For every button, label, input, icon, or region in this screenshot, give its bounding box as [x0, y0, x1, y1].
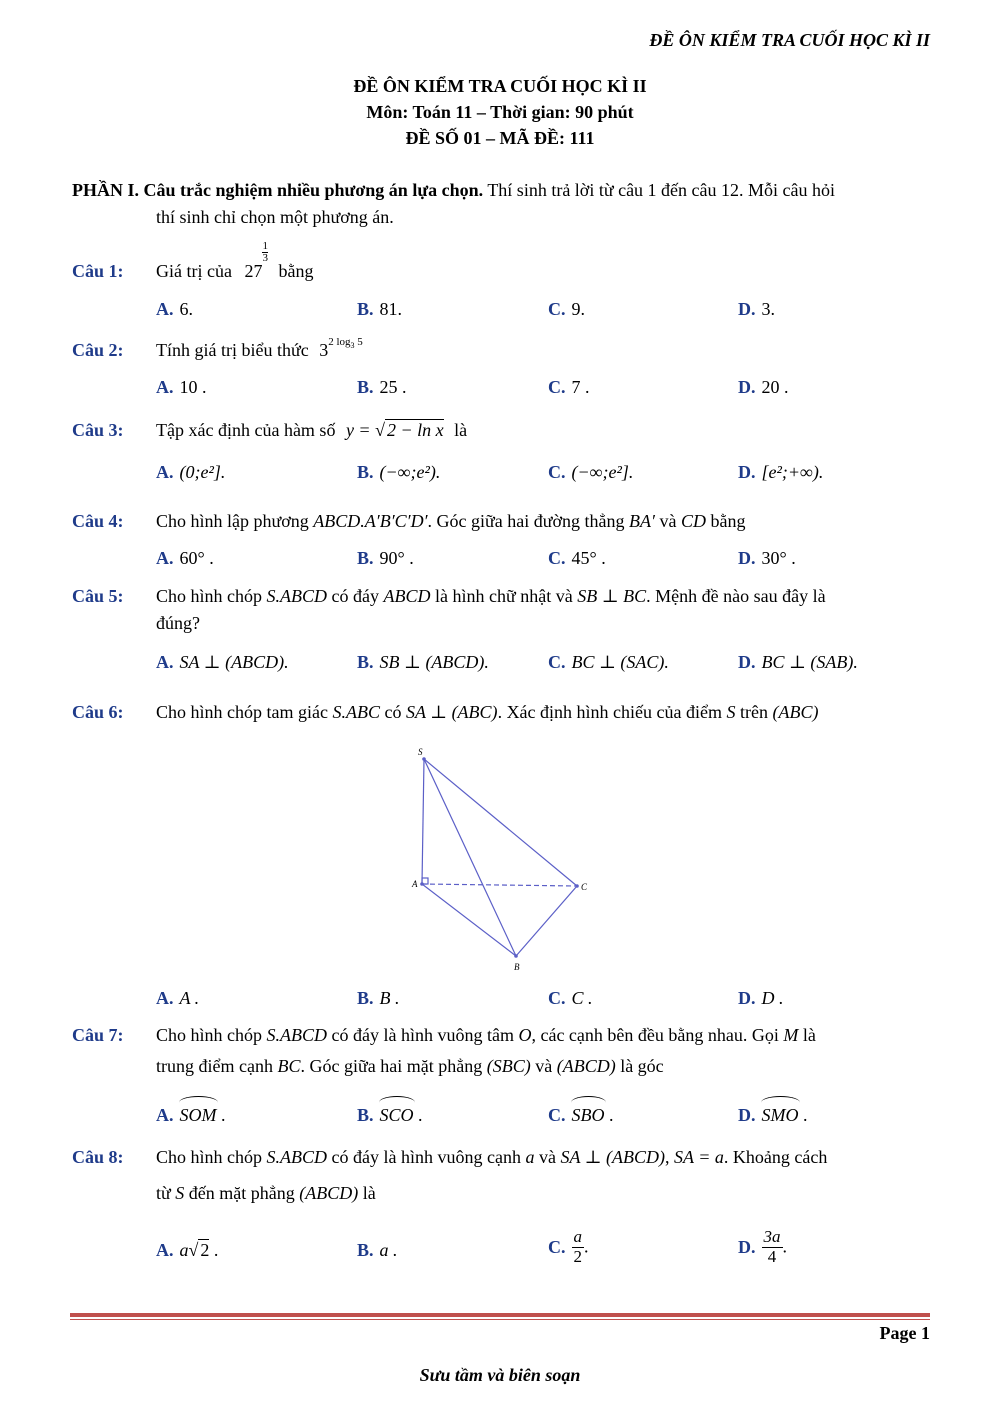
- q1-option-c[interactable]: [548, 299, 585, 320]
- label-a: A: [412, 879, 418, 889]
- q4-option-a[interactable]: [156, 548, 214, 569]
- q8-line2e: là: [358, 1183, 376, 1203]
- option-letter: D.: [738, 652, 756, 672]
- q8-text4: ,: [665, 1147, 675, 1167]
- q5-stem: [156, 586, 826, 607]
- option-dot: .: [413, 1105, 423, 1125]
- q6-option-d[interactable]: [738, 988, 784, 1009]
- option-letter: D.: [738, 548, 756, 568]
- option-letter: A.: [156, 548, 174, 568]
- q4-cube: ABCD.A′B′C′D′: [313, 511, 428, 531]
- option-radicand: 2: [200, 1240, 210, 1260]
- edge-ac-hidden: [422, 884, 577, 886]
- q5-s2: ABCD: [383, 586, 431, 606]
- q8-text2: có đáy là hình vuông cạnh: [327, 1147, 526, 1167]
- q8-text: Cho hình chóp: [156, 1147, 267, 1167]
- option-letter: C.: [548, 652, 566, 672]
- option-dot: .: [216, 1105, 226, 1125]
- q7-text2: có đáy là hình vuông tâm: [327, 1025, 519, 1045]
- q1-base: 27: [244, 261, 263, 281]
- q7-line2e: và: [530, 1056, 557, 1076]
- q7-line2c: . Góc giữa hai mặt phẳng: [300, 1056, 487, 1076]
- q1-option-a[interactable]: [156, 299, 193, 320]
- option-text: (−∞;e²].: [571, 462, 634, 482]
- q4-text2: . Góc giữa hai đường thẳng: [427, 511, 630, 531]
- option-text: 60° .: [179, 548, 214, 568]
- q8-line2c: đến mặt phẳng: [184, 1183, 300, 1203]
- q2-option-b[interactable]: [357, 377, 407, 398]
- q1-stem: [156, 240, 314, 284]
- option-letter: B.: [357, 299, 374, 319]
- q4-line1: BA′: [629, 511, 655, 531]
- edge-sb: [424, 759, 516, 956]
- q7-stem: [156, 1025, 816, 1046]
- q7-option-c[interactable]: [548, 1105, 614, 1126]
- part1-instruction: Thí sinh trả lời từ câu 1 đến câu 12. Mỗi câu hỏi: [483, 180, 836, 200]
- option-text: B .: [379, 988, 400, 1008]
- q6-label: Câu 6:: [72, 702, 124, 722]
- option-text: 10 .: [179, 377, 207, 397]
- option-text: 6.: [179, 299, 193, 319]
- q6-s2: SA ⊥ (ABC): [405, 702, 498, 722]
- option-letter: D.: [738, 299, 756, 319]
- edge-sc: [424, 759, 577, 886]
- option-text: SB ⊥ (ABCD).: [379, 652, 489, 672]
- option-text: D .: [761, 988, 784, 1008]
- option-text: a: [179, 1240, 189, 1260]
- option-text: SBO: [571, 1105, 605, 1125]
- option-text: 3.: [761, 299, 775, 319]
- q7-s3: M: [783, 1025, 799, 1045]
- option-letter: A.: [156, 988, 174, 1008]
- option-text: 30° .: [761, 548, 796, 568]
- option-text: 9.: [571, 299, 585, 319]
- edge-ab: [422, 884, 516, 956]
- q5-s1: S.ABCD: [266, 586, 327, 606]
- option-dot: .: [584, 1236, 589, 1257]
- q3-option-c[interactable]: [548, 462, 633, 483]
- q7-line2b: BC: [277, 1056, 301, 1076]
- q8-line2a: từ: [156, 1183, 176, 1203]
- q5-label: Câu 5:: [72, 586, 124, 606]
- exam-title: ĐỀ ÔN KIỂM TRA CUỐI HỌC KÌ II: [353, 76, 647, 96]
- q2-expr: [319, 336, 363, 360]
- point-c: [575, 884, 579, 888]
- q4-stem: [156, 511, 745, 532]
- q8-stem: [156, 1147, 827, 1168]
- option-letter: C.: [548, 377, 566, 397]
- option-text: SA ⊥ (ABCD).: [179, 652, 289, 672]
- q1-expr: [244, 240, 268, 281]
- q4-text: Cho hình lập phương: [156, 511, 314, 531]
- option-text: 20 .: [761, 377, 789, 397]
- q6-s4: (ABC): [772, 702, 819, 722]
- part1-heading-line: [72, 180, 835, 201]
- q3-func-radicand: 2 − ln x: [386, 420, 444, 440]
- q7-option-d[interactable]: [738, 1105, 808, 1126]
- q4-tail: bằng: [705, 511, 746, 531]
- q7-text3: , các cạnh bên đều bằng nhau. Gọi: [531, 1025, 784, 1045]
- q2-option-c[interactable]: [548, 377, 590, 398]
- q2-label: Câu 2:: [72, 340, 124, 360]
- point-b: [514, 954, 518, 958]
- option-text: (0;e²].: [179, 462, 226, 482]
- option-text: 90° .: [379, 548, 414, 568]
- q8-text3: và: [534, 1147, 561, 1167]
- q6-option-c[interactable]: [548, 988, 593, 1009]
- q5-text2: có đáy: [327, 586, 384, 606]
- q8-line2d: (ABCD): [299, 1183, 359, 1203]
- option-text: a .: [379, 1240, 398, 1260]
- label-b: B: [514, 962, 520, 972]
- option-letter: A.: [156, 299, 174, 319]
- q3-func-lhs: y =: [345, 420, 376, 440]
- q8-s2: a: [525, 1147, 535, 1167]
- label-c: C: [581, 882, 588, 892]
- option-letter: C.: [548, 462, 566, 482]
- q2-option-d[interactable]: [738, 377, 789, 398]
- q3-text: Tập xác định của hàm số: [156, 420, 336, 440]
- q1-option-d[interactable]: [738, 299, 775, 320]
- footer-rule-thick: [70, 1313, 930, 1317]
- option-letter: A.: [156, 1240, 174, 1260]
- q7-text: Cho hình chóp: [156, 1025, 267, 1045]
- option-letter: D.: [738, 1105, 756, 1125]
- q1-text: Giá trị của: [156, 261, 232, 281]
- edge-sa: [422, 759, 424, 884]
- q1-exp-den: 3: [262, 252, 268, 264]
- option-text: 7 .: [571, 377, 590, 397]
- q4-line2: CD: [680, 511, 706, 531]
- q8-s1: S.ABCD: [266, 1147, 327, 1167]
- q6-stem: [156, 702, 818, 723]
- q7-label: Câu 7:: [72, 1025, 124, 1045]
- q7-option-b[interactable]: [357, 1105, 423, 1126]
- q7-line2g: là góc: [615, 1056, 664, 1076]
- q5-text3: là hình chữ nhật và: [430, 586, 578, 606]
- fraction-numerator: a: [573, 1227, 582, 1246]
- option-text: [e²;+∞).: [761, 462, 824, 482]
- running-header: ĐỀ ÔN KIỂM TRA CUỐI HỌC KÌ II: [649, 30, 930, 50]
- q7-s1: S.ABCD: [266, 1025, 327, 1045]
- option-dot: .: [782, 1236, 787, 1257]
- q8-s4: SA = a: [674, 1147, 724, 1167]
- q5-option-c[interactable]: [548, 652, 669, 673]
- option-letter: A.: [156, 652, 174, 672]
- q7-s2: O: [518, 1025, 532, 1045]
- option-text: (−∞;e²).: [379, 462, 441, 482]
- q8-text5: . Khoảng cách: [723, 1147, 828, 1167]
- q6-option-a[interactable]: [156, 988, 199, 1009]
- option-dot: .: [604, 1105, 614, 1125]
- q4-option-b[interactable]: [357, 548, 414, 569]
- q7-text4: là: [798, 1025, 816, 1045]
- q3-label: Câu 3:: [72, 420, 124, 440]
- option-letter: B.: [357, 988, 374, 1008]
- option-letter: A.: [156, 1105, 174, 1125]
- option-letter: C.: [548, 1105, 566, 1125]
- option-letter: B.: [357, 652, 374, 672]
- part1-heading: PHẦN I. Câu trắc nghiệm nhiều phương án lựa chọn.: [72, 180, 484, 200]
- q4-and: và: [654, 511, 681, 531]
- fraction-numerator: 3a: [763, 1227, 781, 1246]
- q1-option-b[interactable]: [357, 299, 402, 320]
- q4-option-d[interactable]: [738, 548, 796, 569]
- option-text: BC ⊥ (SAC).: [571, 652, 669, 672]
- q3-option-b[interactable]: [357, 462, 440, 483]
- q8-stem-line2: [156, 1183, 376, 1204]
- q3-option-a[interactable]: [156, 462, 225, 483]
- q2-exp: 2 log: [328, 336, 351, 348]
- q3-option-d[interactable]: [738, 462, 823, 483]
- q2-exp-sub: 3: [350, 341, 355, 351]
- q7-line2d: (SBC): [486, 1056, 531, 1076]
- q2-option-a[interactable]: [156, 377, 207, 398]
- q1-tail: bằng: [278, 261, 314, 281]
- q7-line2a: trung điểm cạnh: [156, 1056, 278, 1076]
- fraction-denominator: 2: [573, 1246, 582, 1266]
- q8-option-a[interactable]: [156, 1240, 218, 1261]
- q6-text3: . Xác định hình chiếu của điểm: [497, 702, 727, 722]
- q5-option-a[interactable]: [156, 652, 289, 673]
- option-letter: D.: [738, 377, 756, 397]
- option-text: 81.: [379, 299, 403, 319]
- option-letter: B.: [357, 1240, 374, 1260]
- option-text: 25 .: [379, 377, 407, 397]
- fraction-denominator: 4: [767, 1246, 777, 1266]
- option-letter: A.: [156, 377, 174, 397]
- q4-label: Câu 4:: [72, 511, 124, 531]
- q5-option-b[interactable]: [357, 652, 489, 673]
- q5-text: Cho hình chóp: [156, 586, 267, 606]
- fraction: [572, 1228, 585, 1266]
- q2-stem: [156, 336, 363, 361]
- sqrt-icon: √: [375, 420, 385, 440]
- option-text: C .: [571, 988, 593, 1008]
- q5-text4: . Mệnh đề nào sau đây là: [646, 586, 826, 606]
- option-text: 45° .: [571, 548, 606, 568]
- part1-instruction-2: thí sinh chỉ chọn một phương án.: [156, 207, 394, 227]
- q8-s3: SA ⊥ (ABCD): [560, 1147, 666, 1167]
- option-text: A .: [179, 988, 200, 1008]
- option-letter: C.: [548, 988, 566, 1008]
- q2-text: Tính giá trị biểu thức: [156, 340, 309, 360]
- q8-option-c[interactable]: [548, 1228, 589, 1266]
- q6-text: Cho hình chóp tam giác: [156, 702, 333, 722]
- q6-text2: có: [379, 702, 406, 722]
- pyramid-figure: [400, 745, 600, 975]
- q7-option-a[interactable]: [156, 1105, 226, 1126]
- q5-stem-line2: đúng?: [156, 613, 200, 633]
- q3-stem: [156, 420, 467, 441]
- exam-subject: Môn: Toán 11 – Thời gian: 90 phút: [366, 102, 634, 122]
- option-letter: C.: [548, 299, 566, 319]
- option-letter: A.: [156, 462, 174, 482]
- q6-option-b[interactable]: [357, 988, 400, 1009]
- option-letter: B.: [357, 377, 374, 397]
- q6-s3: S: [726, 702, 736, 722]
- option-letter: C.: [548, 548, 566, 568]
- option-letter: D.: [738, 988, 756, 1008]
- footer-rule-thin: [70, 1319, 930, 1320]
- q2-exp-tail: 5: [354, 336, 363, 348]
- edge-bc: [516, 886, 577, 956]
- q3-tail: là: [454, 420, 468, 440]
- option-text: BC ⊥ (SAB).: [761, 652, 858, 672]
- option-letter: B.: [357, 548, 374, 568]
- q8-option-d[interactable]: [738, 1228, 787, 1266]
- option-letter: D.: [738, 462, 756, 482]
- exam-code: ĐỀ SỐ 01 – MÃ ĐỀ: 111: [405, 128, 595, 148]
- sqrt-icon: √: [188, 1240, 199, 1260]
- option-text: SCO: [379, 1105, 414, 1125]
- page-number: Page 1: [879, 1323, 930, 1343]
- q8-line2b: S: [175, 1183, 185, 1203]
- q1-label: Câu 1:: [72, 261, 124, 281]
- label-s: S: [418, 747, 423, 757]
- point-s: [422, 757, 426, 761]
- option-letter: D.: [738, 1236, 756, 1257]
- q6-text4: trên: [735, 702, 773, 722]
- q4-option-c[interactable]: [548, 548, 606, 569]
- q8-option-b[interactable]: [357, 1240, 398, 1261]
- q8-label: Câu 8:: [72, 1147, 124, 1167]
- footer-credit: Sưu tầm và biên soạn: [419, 1365, 581, 1385]
- option-dot: .: [798, 1105, 808, 1125]
- q2-base: 3: [319, 340, 329, 360]
- option-letter: B.: [357, 462, 374, 482]
- option-letter: C.: [548, 1236, 566, 1257]
- q6-s1: S.ABC: [332, 702, 380, 722]
- q7-line2f: (ABCD): [556, 1056, 616, 1076]
- point-a: [420, 882, 424, 886]
- option-dot: .: [209, 1240, 219, 1260]
- q5-option-d[interactable]: [738, 652, 858, 673]
- q7-stem-line2: [156, 1056, 664, 1077]
- q1-exp-num: 1: [262, 240, 268, 252]
- fraction: [762, 1228, 783, 1266]
- option-text: SMO: [761, 1105, 799, 1125]
- option-text: SOM: [179, 1105, 217, 1125]
- option-letter: B.: [357, 1105, 374, 1125]
- q5-s3: SB ⊥ BC: [577, 586, 647, 606]
